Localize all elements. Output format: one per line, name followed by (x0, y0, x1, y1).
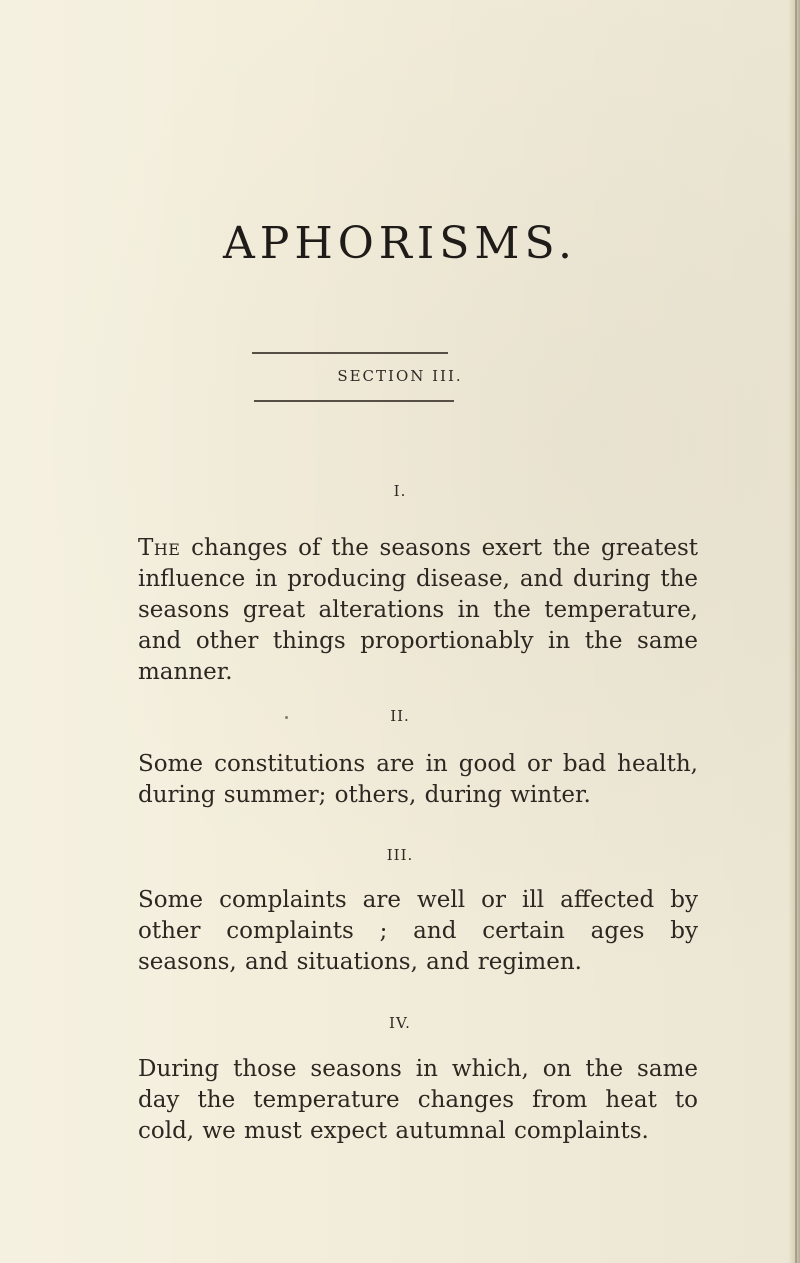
aphorism-text-1 (138, 533, 698, 688)
section-heading: SECTION III. (337, 367, 463, 385)
aphorism-text-2: Some constitutions are in good or bad health, during summer; others, during winter. (138, 751, 698, 808)
section-rule-top (252, 352, 448, 354)
aphorism-number-4: IV. (389, 1014, 411, 1032)
page-title: APHORISMS. (222, 218, 578, 269)
aphorism-number-3: III. (386, 846, 414, 864)
aphorism-text-3: Some complaints are well or ill affected by other complaints ; and certain ages by seasons, and situations, and regimen. (138, 887, 698, 975)
aphorism-number-2: II. (390, 707, 410, 725)
aphorism-number-1: I. (393, 482, 407, 500)
aphorism-text-4: During those seasons in which, on the same day the temperature changes from heat to cold, we must expect autumnal complaints. (138, 1056, 698, 1144)
aphorism-body-1: changes of the seasons exert the greatest influence in producing disease, and during the seasons great alterations in the temperature, and other things proportionably in the same manner. (138, 535, 698, 685)
section-rule-bottom (254, 400, 454, 402)
page-edge-shadow (788, 0, 800, 1263)
aphorism-lead-word: The (138, 535, 181, 561)
